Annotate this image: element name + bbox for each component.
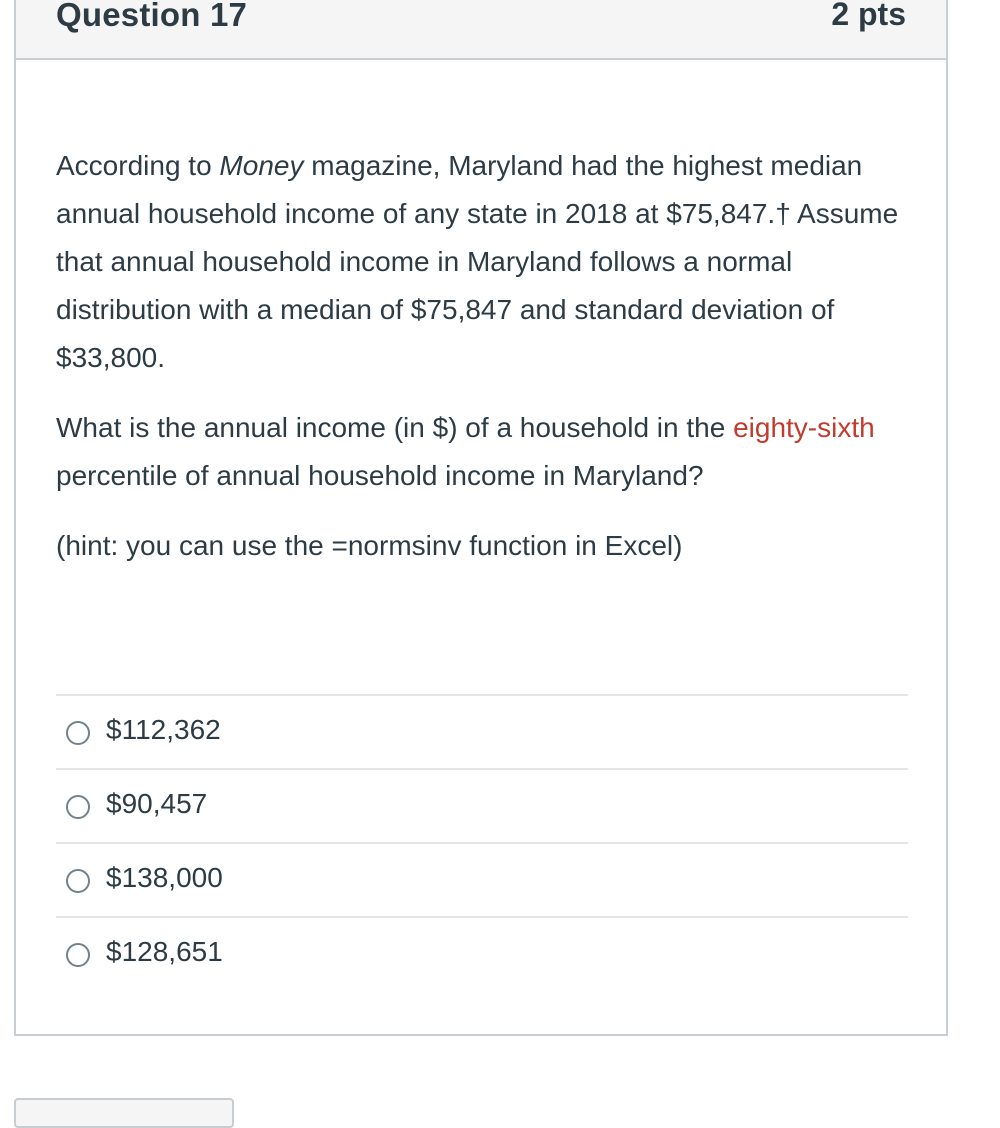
answer-option-1[interactable]	[56, 694, 908, 768]
answer-label: $90,457	[106, 788, 208, 819]
answer-option-2[interactable]	[56, 768, 908, 842]
question-paragraph-2	[56, 404, 916, 500]
answer-label: $128,651	[106, 936, 223, 967]
paragraph-2-post: percentile of annual household income in Maryland?	[56, 460, 704, 491]
magazine-name: Money	[219, 150, 304, 181]
paragraph-1-post: magazine, Maryland had the highest median annual household income of any state in 2018 at $75,847.† Assume that annual household income in Maryland follows a normal distribution with a median of $75,847 and standard deviation of $33,800.	[56, 150, 899, 373]
answer-option-3[interactable]	[56, 842, 908, 916]
question-header	[16, 0, 946, 60]
question-points: 2 pts	[831, 0, 906, 32]
radio-button-icon[interactable]	[66, 721, 90, 745]
percentile-highlight: eighty-sixth	[733, 412, 875, 443]
answer-label: $138,000	[106, 862, 223, 893]
paragraph-1-pre: According to	[56, 150, 220, 181]
paragraph-2-pre: What is the annual income (in $) of a household in the	[56, 412, 734, 443]
answer-label: $112,362	[106, 714, 221, 745]
question-text	[56, 142, 916, 570]
radio-button-icon[interactable]	[66, 943, 90, 967]
answer-list	[56, 694, 908, 990]
question-title: Question 17	[56, 0, 248, 33]
answer-option-4[interactable]	[56, 916, 908, 990]
radio-button-icon[interactable]	[66, 795, 90, 819]
next-question-card-edge	[14, 1098, 234, 1128]
question-card	[14, 0, 948, 1036]
question-paragraph-1	[56, 142, 916, 382]
radio-button-icon[interactable]	[66, 869, 90, 893]
question-hint: (hint: you can use the =normsinv function in Excel)	[56, 530, 683, 561]
